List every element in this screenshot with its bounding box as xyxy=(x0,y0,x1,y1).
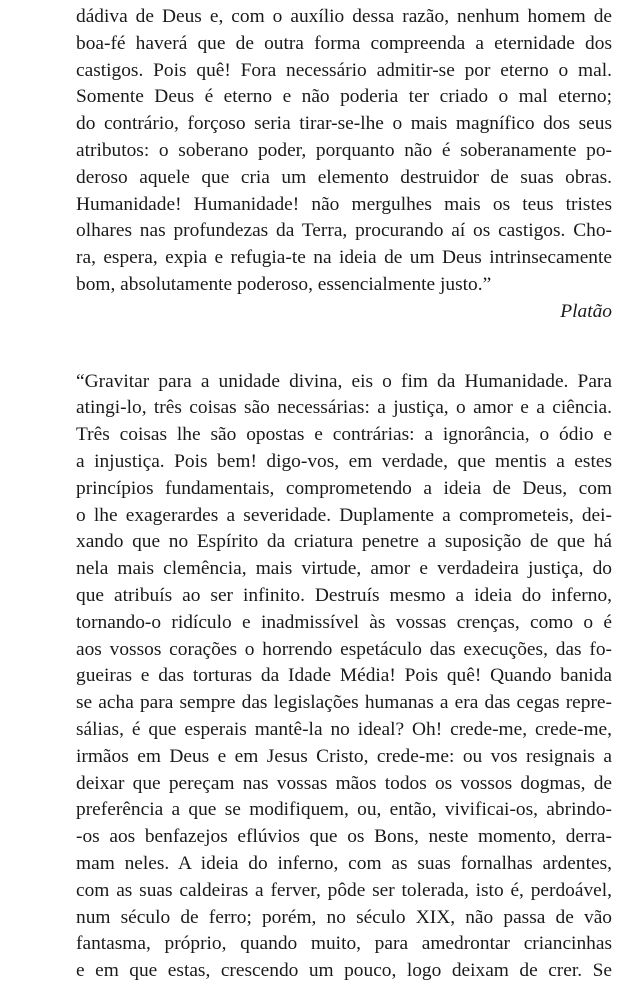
text-line: o lhe exagerardes a severidade. Duplamente a comprometeis, dei- xyxy=(76,504,612,526)
text-line: tornando-o ridículo e inadmissível às vossas crenças, como o é xyxy=(76,611,612,633)
paragraph-platao-quote xyxy=(76,4,612,326)
text-line: do contrário, forçoso seria tirar-se-lhe o mais magnífico dos seus xyxy=(76,113,612,135)
text-line: se acha para sempre das legislações humanas a era das cegas repre- xyxy=(76,692,612,714)
text-line: “Gravitar para a unidade divina, eis o fim da Humanidade. Para xyxy=(76,370,612,392)
text-line: aos vossos corações o horrendo espetáculo das execuções, das fo- xyxy=(76,638,612,660)
paragraph-gravitar-quote xyxy=(76,369,612,985)
text-line: -os aos benfazejos eflúvios que os Bons, neste momento, derra- xyxy=(76,826,612,848)
book-page xyxy=(76,4,612,985)
text-line: com as suas caldeiras a ferver, pôde ser tolerada, isto é, perdoável, xyxy=(76,879,612,901)
paragraph-divider xyxy=(76,326,612,369)
text-line: xando que no Espírito da criatura penetre a suposição de que há xyxy=(76,531,612,553)
text-line: atributos: o soberano poder, porquanto não é soberanamente po- xyxy=(76,139,612,161)
text-line: deroso aquele que cria um elemento destruidor de suas obras. xyxy=(76,166,612,188)
text-line: num século de ferro; porém, no século XIX, não passa de vão xyxy=(76,906,612,928)
text-line: nela mais clemência, mais virtude, amor e verdadeira justiça, do xyxy=(76,558,612,580)
text-line: e em que estas, crescendo um pouco, logo deixam de crer. Se xyxy=(76,960,612,982)
text-line: atingi-lo, três coisas são necessárias: a justiça, o amor e a ciência. xyxy=(76,397,612,419)
text-line: princípios fundamentais, comprometendo a ideia de Deus, com xyxy=(76,477,612,499)
text-line: dádiva de Deus e, com o auxílio dessa razão, nenhum homem de xyxy=(76,6,612,27)
text-line: mam neles. A ideia do inferno, com as suas fornalhas ardentes, xyxy=(76,852,612,874)
text-line: boa-fé haverá que de outra forma compreenda a eternidade dos xyxy=(76,32,612,54)
text-line: olhares nas profundezas da Terra, procurando aí os castigos. Cho- xyxy=(76,220,612,242)
text-line: fantasma, próprio, quando muito, para amedrontar criancinhas xyxy=(76,933,612,955)
text-line: castigos. Pois quê! Fora necessário admitir-se por eterno o mal. xyxy=(76,59,612,81)
signature-platao: Platão xyxy=(560,300,612,322)
text-line: a injustiça. Pois bem! digo-vos, em verdade, que mentis a estes xyxy=(76,450,612,472)
text-line: Três coisas lhe são opostas e contrárias: a ignorância, o ódio e xyxy=(76,424,612,446)
text-line: Somente Deus é eterno e não poderia ter criado o mal eterno; xyxy=(76,86,612,108)
text-line: irmãos em Deus e em Jesus Cristo, crede-me: ou vos resignais a xyxy=(76,745,612,767)
text-line: bom, absolutamente poderoso, essencialmente justo.” xyxy=(76,273,492,295)
text-line: preferência a que se modifiquem, ou, então, vivificai-os, abrindo- xyxy=(76,799,612,821)
text-line: deixar que pereçam nas vossas mãos todos os vossos dogmas, de xyxy=(76,772,612,794)
text-line: que atribuís ao ser infinito. Destruís mesmo a ideia do inferno, xyxy=(76,584,612,606)
text-line: gueiras e das torturas da Idade Média! Pois quê! Quando banida xyxy=(76,665,612,687)
text-line: ra, espera, expia e refugia-te na ideia de um Deus intrinsecamente xyxy=(76,247,612,269)
text-line: Humanidade! Humanidade! não mergulhes mais os teus tristes xyxy=(76,193,612,215)
text-line: sálias, é que esperais mantê-la no ideal? Oh! crede-me, crede-me, xyxy=(76,718,612,740)
